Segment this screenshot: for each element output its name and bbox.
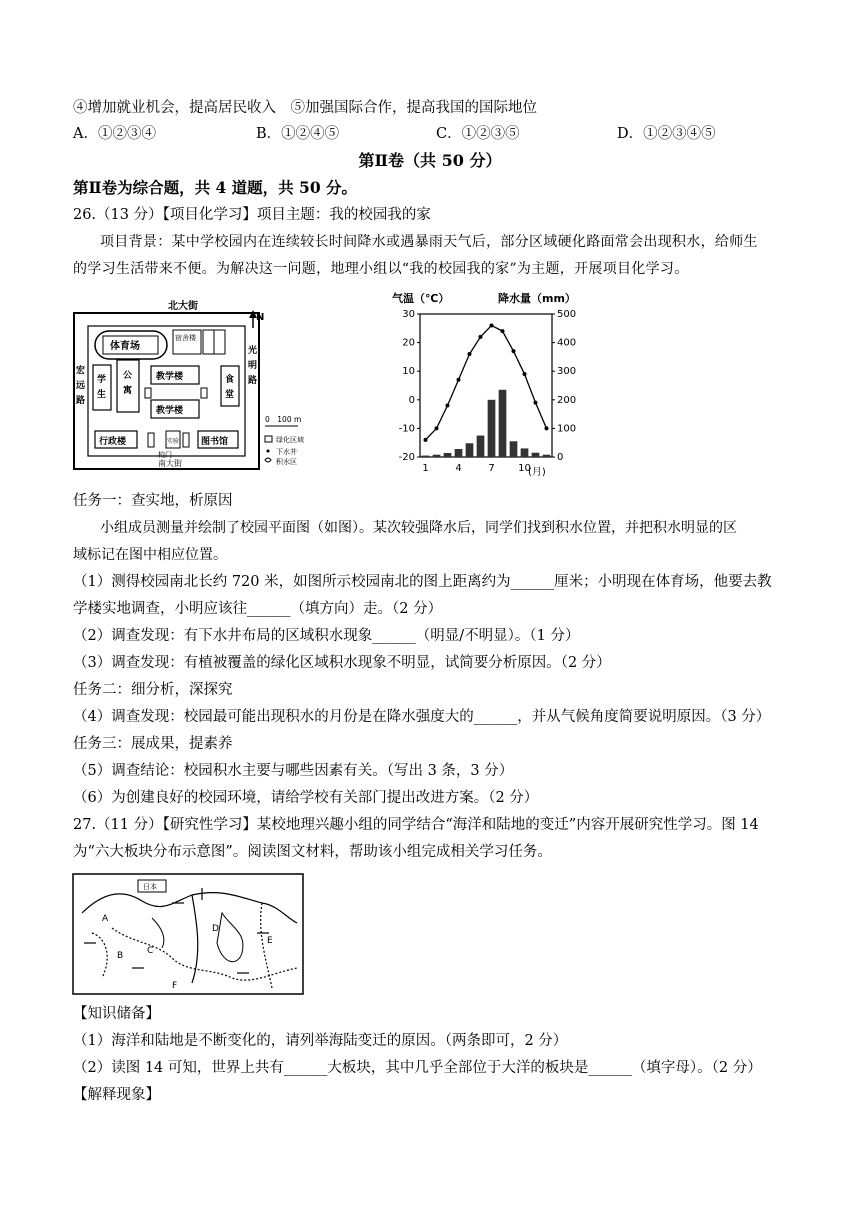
campus-map-figure xyxy=(73,298,353,470)
option-c[interactable]: C．①②③⑤ xyxy=(436,126,520,142)
temperature-point xyxy=(523,372,527,376)
map-east-road xyxy=(248,344,257,386)
precipitation-bar xyxy=(499,390,507,457)
precipitation-bar xyxy=(521,448,529,457)
svg-text:食: 食 xyxy=(225,375,235,385)
map-west-road xyxy=(76,364,85,406)
task1-paragraph-1: 小组成员测量并绘制了校园平面图（如图）。某次较强降水后，同学们找到积水位置，并把积水明显的区 xyxy=(100,520,737,536)
question-1-part-b: 学楼实地调查，小明应该往______（填方向）走。（2 分） xyxy=(73,601,443,617)
q26-title: 26.（13 分）【项目化学习】项目主题：我的校园我的家 xyxy=(73,207,431,223)
map-stadium: 体育场 xyxy=(110,341,140,352)
map-admin: 行政楼 xyxy=(99,437,127,447)
plate-f: F xyxy=(172,981,178,991)
plate-d: D xyxy=(212,924,219,934)
temperature-point xyxy=(545,426,549,430)
y-tick-label: 20 xyxy=(402,337,415,349)
question-6: （6）为创建良好的校园环境，请给学校有关部门提出改进方案。（2 分） xyxy=(73,790,539,806)
y2-tick-label: 500 xyxy=(557,309,577,320)
svg-text:生: 生 xyxy=(97,390,107,400)
y2-tick-label: 400 xyxy=(557,337,577,349)
map-scale: 0 100 m xyxy=(265,415,302,424)
plate-map-figure xyxy=(72,873,304,995)
precipitation-bar xyxy=(543,455,551,457)
map-small-building: 宿舍楼 xyxy=(175,334,196,342)
map-canteen: 堂 xyxy=(225,390,235,400)
plate-map-japan: 日本 xyxy=(143,883,157,891)
precipitation-bar xyxy=(477,436,485,457)
temperature-point xyxy=(512,349,516,353)
temperature-point xyxy=(479,335,483,339)
task2-title: 任务二：细分析，深探究 xyxy=(73,682,233,698)
task1-paragraph-2: 域标记在图中相应位置。 xyxy=(73,547,227,563)
y2-tick-label: 300 xyxy=(557,366,577,378)
question-4: （4）调查发现：校园最可能出现积水的月份是在降水强度大的______，并从气候角度简要说明原因。（3 分） xyxy=(73,709,771,725)
climate-chart xyxy=(390,290,590,478)
temperature-point xyxy=(446,404,450,408)
q27-description: 为“六大板块分布示意图”。阅读图文材料，帮助该小组完成相关学习任务。 xyxy=(73,844,552,860)
map-gate: 校门 xyxy=(158,451,172,459)
svg-text:学: 学 xyxy=(97,375,107,385)
question-5: （5）调查结论：校园积水主要与哪些因素有关。（写出 3 条，3 分） xyxy=(73,763,514,779)
plate-a: A xyxy=(102,914,109,924)
q26-background-1: 项目背景：某中学校园内在连续较长时间降水或遇暴雨天气后，部分区域硬化路面常会出现积水，给师生 xyxy=(100,234,758,250)
y2-tick-label: 0 xyxy=(557,452,564,463)
question-3: （3）调查发现：有植被覆盖的绿化区域积水现象不明显，试简要分析原因。（2 分） xyxy=(73,655,611,671)
part2-description: 第Ⅱ卷为综合题，共 4 道题，共 50 分。 xyxy=(73,178,358,197)
x-tick-label: 7 xyxy=(488,463,495,474)
knowledge-section-title: 【知识储备】 xyxy=(73,1006,160,1022)
map-dorm-apartment: 寓 xyxy=(123,386,133,396)
precipitation-bar xyxy=(444,453,452,457)
map-library: 图书馆 xyxy=(201,437,229,447)
explain-section-title: 【解释现象】 xyxy=(73,1087,160,1103)
map-teaching-b: 教学楼 xyxy=(156,406,184,416)
plate-c: C xyxy=(147,946,154,956)
task1-title: 任务一：查实地，析原因 xyxy=(73,493,233,509)
temperature-point xyxy=(501,329,505,333)
map-south-street: 南大街 xyxy=(158,459,182,468)
svg-text:宏: 宏 xyxy=(76,366,86,376)
chart-frame xyxy=(420,314,552,457)
chart-left-title: 气温（℃） xyxy=(392,292,450,305)
task3-title: 任务三：展成果，提素养 xyxy=(73,736,233,752)
y-tick-label: 10 xyxy=(402,366,415,378)
temperature-line xyxy=(426,325,547,439)
knowledge-question-2: （2）读图 14 可知，世界上共有______大板块，其中几乎全部位于大洋的板块是______（填字母）。（2 分） xyxy=(73,1060,762,1076)
knowledge-question-1: （1）海洋和陆地是不断变化的，请列举海陆变迁的原因。（两条即可，2 分） xyxy=(73,1033,568,1049)
y-tick-label: 0 xyxy=(408,394,415,406)
y-tick-label: -20 xyxy=(398,452,415,463)
chart-x-unit: (月) xyxy=(528,467,546,478)
question-1-part-a: （1）测得校园南北长约 720 米，如图所示校园南北的图上距离约为______厘米；小明现在体育场，他要去教 xyxy=(73,574,772,590)
svg-text:光: 光 xyxy=(248,346,258,356)
q27-title: 27.（11 分）【研究性学习】某校地理兴趣小组的同学结合“海洋和陆地的变迁”内容开展研究性学习。图 14 xyxy=(73,817,759,833)
option-a[interactable]: A．①②③④ xyxy=(73,126,156,142)
temperature-point xyxy=(490,323,494,327)
legend-drain: 下水井 xyxy=(276,448,297,456)
x-tick-label: 10 xyxy=(518,463,531,474)
option-statement-4-5: ④增加就业机会，提高居民收入 ⑤加强国际合作，提高我国的国际地位 xyxy=(73,100,537,116)
y-tick-label: 30 xyxy=(402,309,415,320)
map-north-street: 北大街 xyxy=(168,301,198,312)
svg-text:公: 公 xyxy=(123,371,133,381)
svg-text:远: 远 xyxy=(76,381,86,391)
precipitation-bar xyxy=(433,455,441,457)
legend-water: 积水区 xyxy=(276,458,297,466)
svg-text:路: 路 xyxy=(248,376,258,386)
x-tick-label: 4 xyxy=(455,463,462,474)
precipitation-bar xyxy=(422,456,430,457)
precipitation-bar xyxy=(455,449,463,457)
y2-tick-label: 200 xyxy=(557,394,577,406)
temperature-point xyxy=(435,426,439,430)
precipitation-bar xyxy=(532,453,540,457)
precipitation-bar xyxy=(510,441,518,457)
svg-text:N: N xyxy=(256,312,265,323)
chart-right-title: 降水量（mm） xyxy=(498,292,576,305)
svg-text:路: 路 xyxy=(76,396,86,406)
temperature-point xyxy=(457,378,461,382)
x-tick-label: 1 xyxy=(422,463,429,474)
legend-green: 绿化区域 xyxy=(276,436,304,444)
precipitation-bar xyxy=(488,400,496,457)
svg-text:明: 明 xyxy=(248,361,258,371)
y-tick-label: -10 xyxy=(398,423,415,435)
question-2: （2）调查发现：有下水井布局的区域积水现象______（明显/不明显）。（1 分） xyxy=(73,628,580,644)
temperature-point xyxy=(424,438,428,442)
map-lab: 实验 xyxy=(167,438,180,445)
temperature-point xyxy=(468,352,472,356)
option-b[interactable]: B．①②④⑤ xyxy=(256,126,340,142)
q26-background-2: 的学习生活带来不便。为解决这一问题，地理小组以“我的校园我的家”为主题，开展项目化学习。 xyxy=(73,261,689,277)
plate-b: B xyxy=(117,951,124,961)
part2-title: 第Ⅱ卷（共 50 分） xyxy=(358,151,502,170)
map-teaching-a: 教学楼 xyxy=(156,372,184,382)
plate-e: E xyxy=(267,936,273,946)
precipitation-bar xyxy=(466,443,474,457)
option-d[interactable]: D．①②③④⑤ xyxy=(617,126,716,142)
temperature-point xyxy=(534,401,538,405)
y2-tick-label: 100 xyxy=(557,423,577,435)
